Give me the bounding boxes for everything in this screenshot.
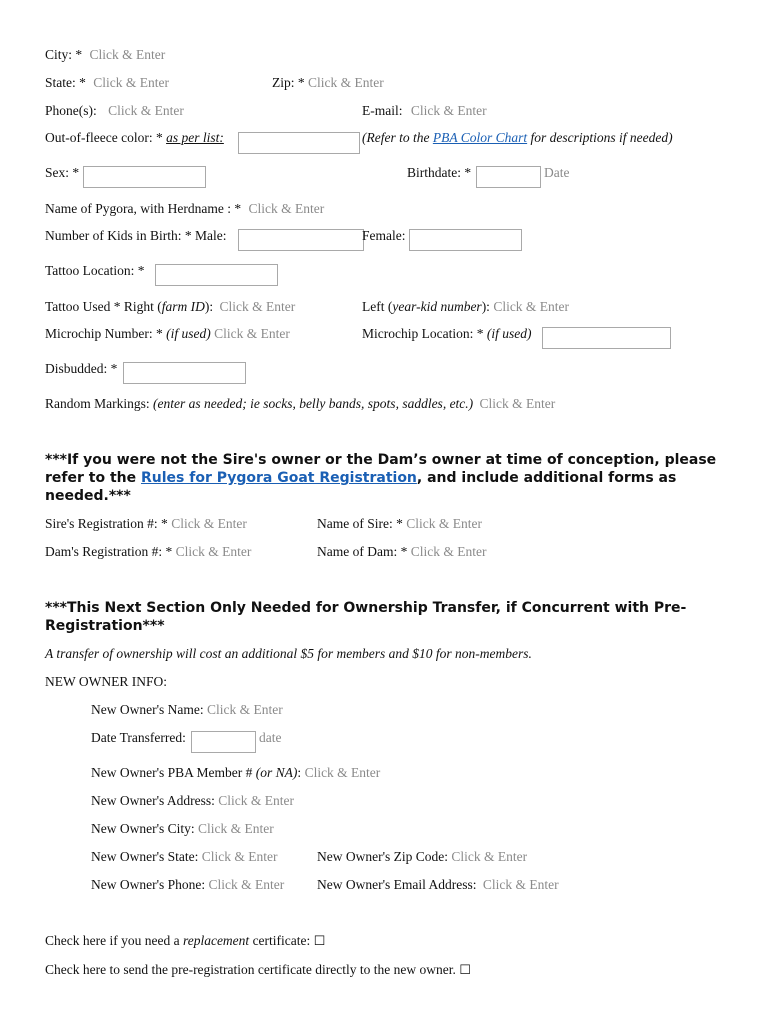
- microchip-label: Microchip Number: *: [45, 326, 163, 341]
- dam-name-row: [317, 544, 486, 560]
- zip-input[interactable]: Click & Enter: [308, 75, 384, 90]
- tattoo-location-input[interactable]: [155, 264, 278, 286]
- markings-label: Random Markings:: [45, 396, 150, 411]
- sex-input[interactable]: [83, 166, 206, 188]
- tattoo-right-label: Tattoo Used * Right (: [45, 299, 162, 314]
- city-input[interactable]: Click & Enter: [89, 47, 166, 62]
- replacement-post: certificate:: [252, 933, 311, 948]
- replacement-italic: replacement: [182, 933, 250, 948]
- city-row: [45, 47, 165, 63]
- send-direct-label: Check here to send the pre-registration certificate directly to the new owner.: [45, 962, 456, 977]
- tattoo-location-label: Tattoo Location: *: [45, 263, 145, 278]
- transfer-heading: ***This Next Section Only Needed for Ownership Transfer, if Concurrent with Pre-Registration***: [45, 600, 687, 634]
- new-owner-state-label: New Owner's State:: [91, 849, 199, 864]
- replacement-certificate-row: [45, 933, 325, 949]
- email-row: [362, 103, 487, 119]
- new-owner-name-row: [91, 702, 283, 718]
- kids-female-input[interactable]: [409, 229, 522, 251]
- markings-input[interactable]: Click & Enter: [479, 396, 556, 411]
- sire-name-input[interactable]: Click & Enter: [406, 516, 482, 531]
- zip-row: [272, 75, 384, 91]
- sire-name-row: [317, 516, 482, 532]
- tattoo-left-row: [362, 299, 569, 315]
- city-label: City: *: [45, 47, 83, 62]
- new-owner-state-input[interactable]: Click & Enter: [201, 849, 278, 864]
- new-owner-address-row: [91, 793, 294, 809]
- microchip-input[interactable]: Click & Enter: [214, 326, 290, 341]
- kids-male-label: Number of Kids in Birth: * Male:: [45, 228, 227, 243]
- markings-row: [45, 396, 555, 412]
- date-transferred-input[interactable]: [191, 731, 256, 753]
- new-owner-zip-label: New Owner's Zip Code:: [317, 849, 449, 864]
- sex-label: Sex: *: [45, 165, 80, 180]
- sire-dam-heading: [45, 451, 725, 505]
- new-owner-address-input[interactable]: Click & Enter: [218, 793, 295, 808]
- microchip-location-italic: (if used): [486, 326, 532, 341]
- disbudded-input[interactable]: [123, 362, 246, 384]
- microchip-row: [45, 326, 290, 342]
- state-label: State: *: [45, 75, 86, 90]
- phone-input[interactable]: Click & Enter: [108, 103, 184, 118]
- new-owner-city-label: New Owner's City:: [91, 821, 195, 836]
- dam-registration-input[interactable]: Click & Enter: [175, 544, 252, 559]
- new-owner-name-label: New Owner's Name:: [91, 702, 204, 717]
- pygora-name-label: Name of Pygora, with Herdname : *: [45, 201, 242, 216]
- state-row: [45, 75, 169, 91]
- dam-registration-row: [45, 544, 251, 560]
- fleece-label: Out-of-fleece color: *: [45, 130, 163, 145]
- new-owner-address-label: New Owner's Address:: [91, 793, 215, 808]
- tattoo-right-italic: farm ID: [161, 299, 205, 314]
- sire-registration-input[interactable]: Click & Enter: [171, 516, 247, 531]
- phone-label: Phone(s):: [45, 103, 97, 118]
- new-owner-name-input[interactable]: Click & Enter: [207, 702, 283, 717]
- transfer-cost-note: A transfer of ownership will cost an additional $5 for members and $10 for non-members.: [45, 646, 532, 661]
- new-owner-email-label: New Owner's Email Address:: [317, 877, 477, 892]
- new-owner-pba-italic: (or NA): [255, 765, 298, 780]
- microchip-location-label: Microchip Location: *: [362, 326, 484, 341]
- birthdate-input[interactable]: [476, 166, 541, 188]
- pygora-name-row: [45, 201, 324, 217]
- markings-italic: (enter as needed; ie socks, belly bands, spots, saddles, etc.): [153, 396, 474, 411]
- birthdate-placeholder[interactable]: Date: [544, 165, 570, 180]
- email-label: E-mail:: [362, 103, 403, 118]
- new-owner-pba-label: New Owner's PBA Member #: [91, 765, 253, 780]
- new-owner-zip-row: [317, 849, 527, 865]
- sire-name-label: Name of Sire: *: [317, 516, 403, 531]
- replacement-checkbox[interactable]: ☐: [313, 934, 326, 949]
- dam-name-input[interactable]: Click & Enter: [410, 544, 487, 559]
- new-owner-pba-input[interactable]: Click & Enter: [304, 765, 381, 780]
- tattoo-right-input[interactable]: Click & Enter: [219, 299, 296, 314]
- kids-female-label: Female:: [362, 228, 406, 243]
- tattoo-right-close: ):: [204, 299, 214, 314]
- date-transferred-label: Date Transferred:: [91, 730, 186, 745]
- birthdate-label: Birthdate: *: [407, 165, 472, 180]
- refer-pre: (Refer to the: [362, 130, 430, 145]
- send-direct-checkbox[interactable]: ☐: [459, 963, 471, 978]
- state-input[interactable]: Click & Enter: [93, 75, 169, 90]
- tattoo-left-close: ):: [481, 299, 490, 314]
- dam-registration-label: Dam's Registration #: *: [45, 544, 173, 559]
- tattoo-left-label: Left (: [362, 299, 393, 314]
- tattoo-left-italic: year-kid number: [392, 299, 482, 314]
- new-owner-city-input[interactable]: Click & Enter: [198, 821, 274, 836]
- sire-dam-heading-post: , and include additional forms as needed.***: [45, 470, 677, 504]
- new-owner-city-row: [91, 821, 274, 837]
- refer-post: for descriptions if needed): [530, 130, 673, 145]
- new-owner-email-row: [317, 877, 559, 893]
- sire-registration-label: Sire's Registration #: *: [45, 516, 168, 531]
- new-owner-zip-input[interactable]: Click & Enter: [451, 849, 528, 864]
- microchip-location-input[interactable]: [542, 327, 671, 349]
- fleece-row: [45, 130, 224, 146]
- sire-registration-row: [45, 516, 247, 532]
- new-owner-email-input[interactable]: Click & Enter: [482, 877, 559, 892]
- new-owner-state-row: [91, 849, 278, 865]
- send-direct-row: [45, 962, 471, 978]
- microchip-location-row: [362, 326, 531, 342]
- new-owner-pba-colon: :: [297, 765, 302, 780]
- tattoo-left-input[interactable]: Click & Enter: [493, 299, 570, 314]
- sire-dam-heading-pre: ***If you were not the Sire's owner or the Dam’s owner at time of conception, please refer to the: [45, 452, 717, 486]
- tattoo-right-row: [45, 299, 295, 315]
- replacement-pre: Check here if you need a: [45, 933, 180, 948]
- disbudded-label: Disbudded: *: [45, 361, 118, 376]
- color-chart-note: [362, 130, 673, 146]
- new-owner-phone-row: [91, 877, 284, 893]
- registration-rules-link[interactable]: Rules for Pygora Goat Registration: [140, 470, 417, 486]
- dam-name-label: Name of Dam: *: [317, 544, 408, 559]
- new-owner-phone-input[interactable]: Click & Enter: [208, 877, 285, 892]
- date-transferred-placeholder[interactable]: date: [259, 730, 282, 745]
- pba-color-chart-link[interactable]: PBA Color Chart: [432, 130, 528, 145]
- microchip-italic: (if used): [166, 326, 211, 341]
- zip-label: Zip: *: [272, 75, 305, 90]
- phone-row: [45, 103, 184, 119]
- new-owner-phone-label: New Owner's Phone:: [91, 877, 206, 892]
- pygora-name-input[interactable]: Click & Enter: [248, 201, 325, 216]
- email-input[interactable]: Click & Enter: [410, 103, 487, 118]
- new-owner-pba-row: [91, 765, 380, 781]
- kids-male-input[interactable]: [238, 229, 364, 251]
- fleece-hint: as per list:: [166, 130, 224, 145]
- new-owner-info-label: NEW OWNER INFO:: [45, 674, 167, 689]
- fleece-color-input[interactable]: [238, 132, 360, 154]
